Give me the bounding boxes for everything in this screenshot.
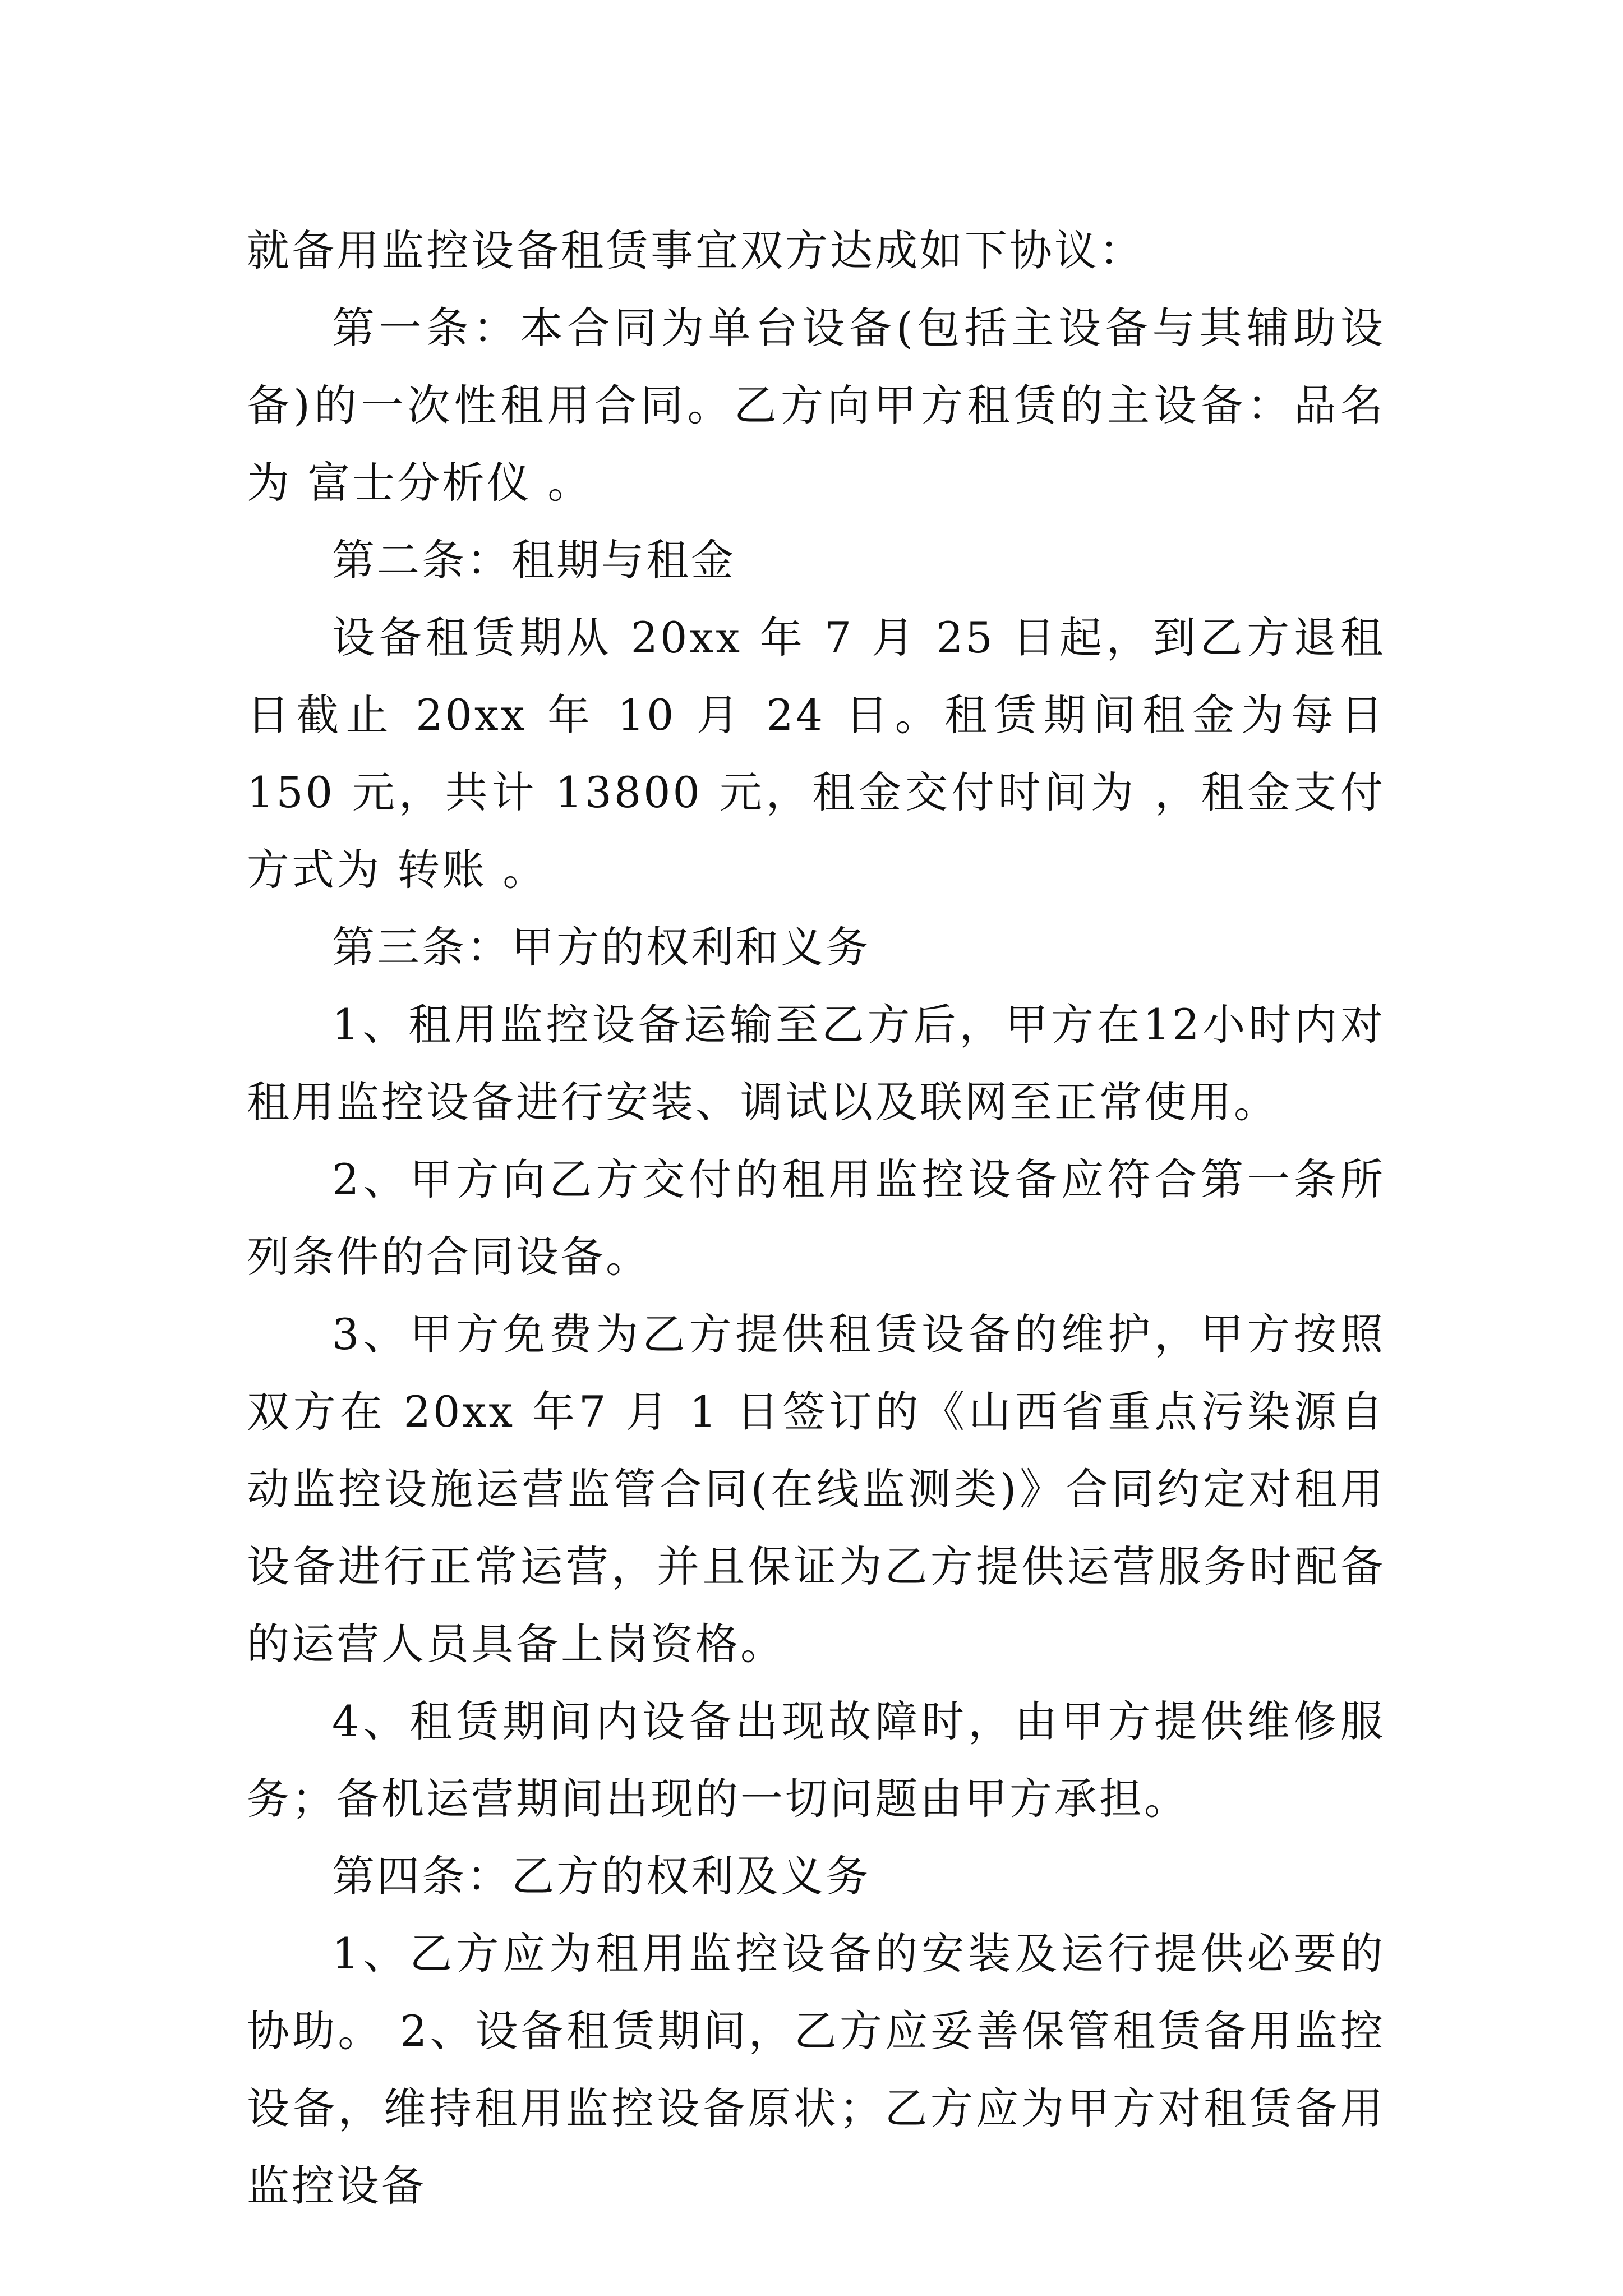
paragraph-party-a-item-2: 2、甲方向乙方交付的租用监控设备应符合第一条所列条件的合同设备。 (247, 1154, 1385, 1282)
paragraph-article-1: 第一条：本合同为单台设备(包括主设备与其辅助设备)的一次性租用合同。乙方向甲方租赁的主设备：品名为 富士分析仪 。 (247, 303, 1385, 508)
paragraph-party-a-item-3: 3、甲方免费为乙方提供租赁设备的维护，甲方按照双方在 20xx 年7 月 1 日签订的《山西省重点污染源自动监控设施运营监管合同(在线监测类)》合同约定对租用设备进行正常运营，并且保证为乙方提供运营服务时配备的运营人员具备上岗资格。 (247, 1309, 1385, 1669)
heading-article-2: 第二条：租期与租金 (332, 535, 736, 585)
paragraph-party-a-item-4: 4、租赁期间内设备出现故障时，由甲方提供维修服务；备机运营期间出现的一切问题由甲方承担。 (247, 1696, 1385, 1824)
heading-article-4: 第四条：乙方的权利及义务 (332, 1851, 870, 1901)
paragraph-intro: 就备用监控设备租赁事宜双方达成如下协议： (247, 226, 1144, 275)
paragraph-lease-term: 设备租赁期从 20xx 年 7 月 25 日起，到乙方退租日截止 20xx 年 10 月 24 日。租赁期间租金为每日 150 元，共计 13800 元，租金交付时间为 ，租金支付方式为 转账 。 (247, 613, 1385, 895)
paragraph-party-a-item-1: 1、租用监控设备运输至乙方后，甲方在12小时内对租用监控设备进行安装、调试以及联网至正常使用。 (247, 1000, 1385, 1127)
paragraph-party-b-items: 1、乙方应为租用监控设备的安装及运行提供必要的协助。 2、设备租赁期间，乙方应妥善保管租赁备用监控设备，维持租用监控设备原状；乙方应为甲方对租赁备用监控设备 (247, 1929, 1385, 2211)
heading-article-3: 第三条：甲方的权利和义务 (332, 922, 870, 972)
contract-body (247, 212, 1385, 2225)
